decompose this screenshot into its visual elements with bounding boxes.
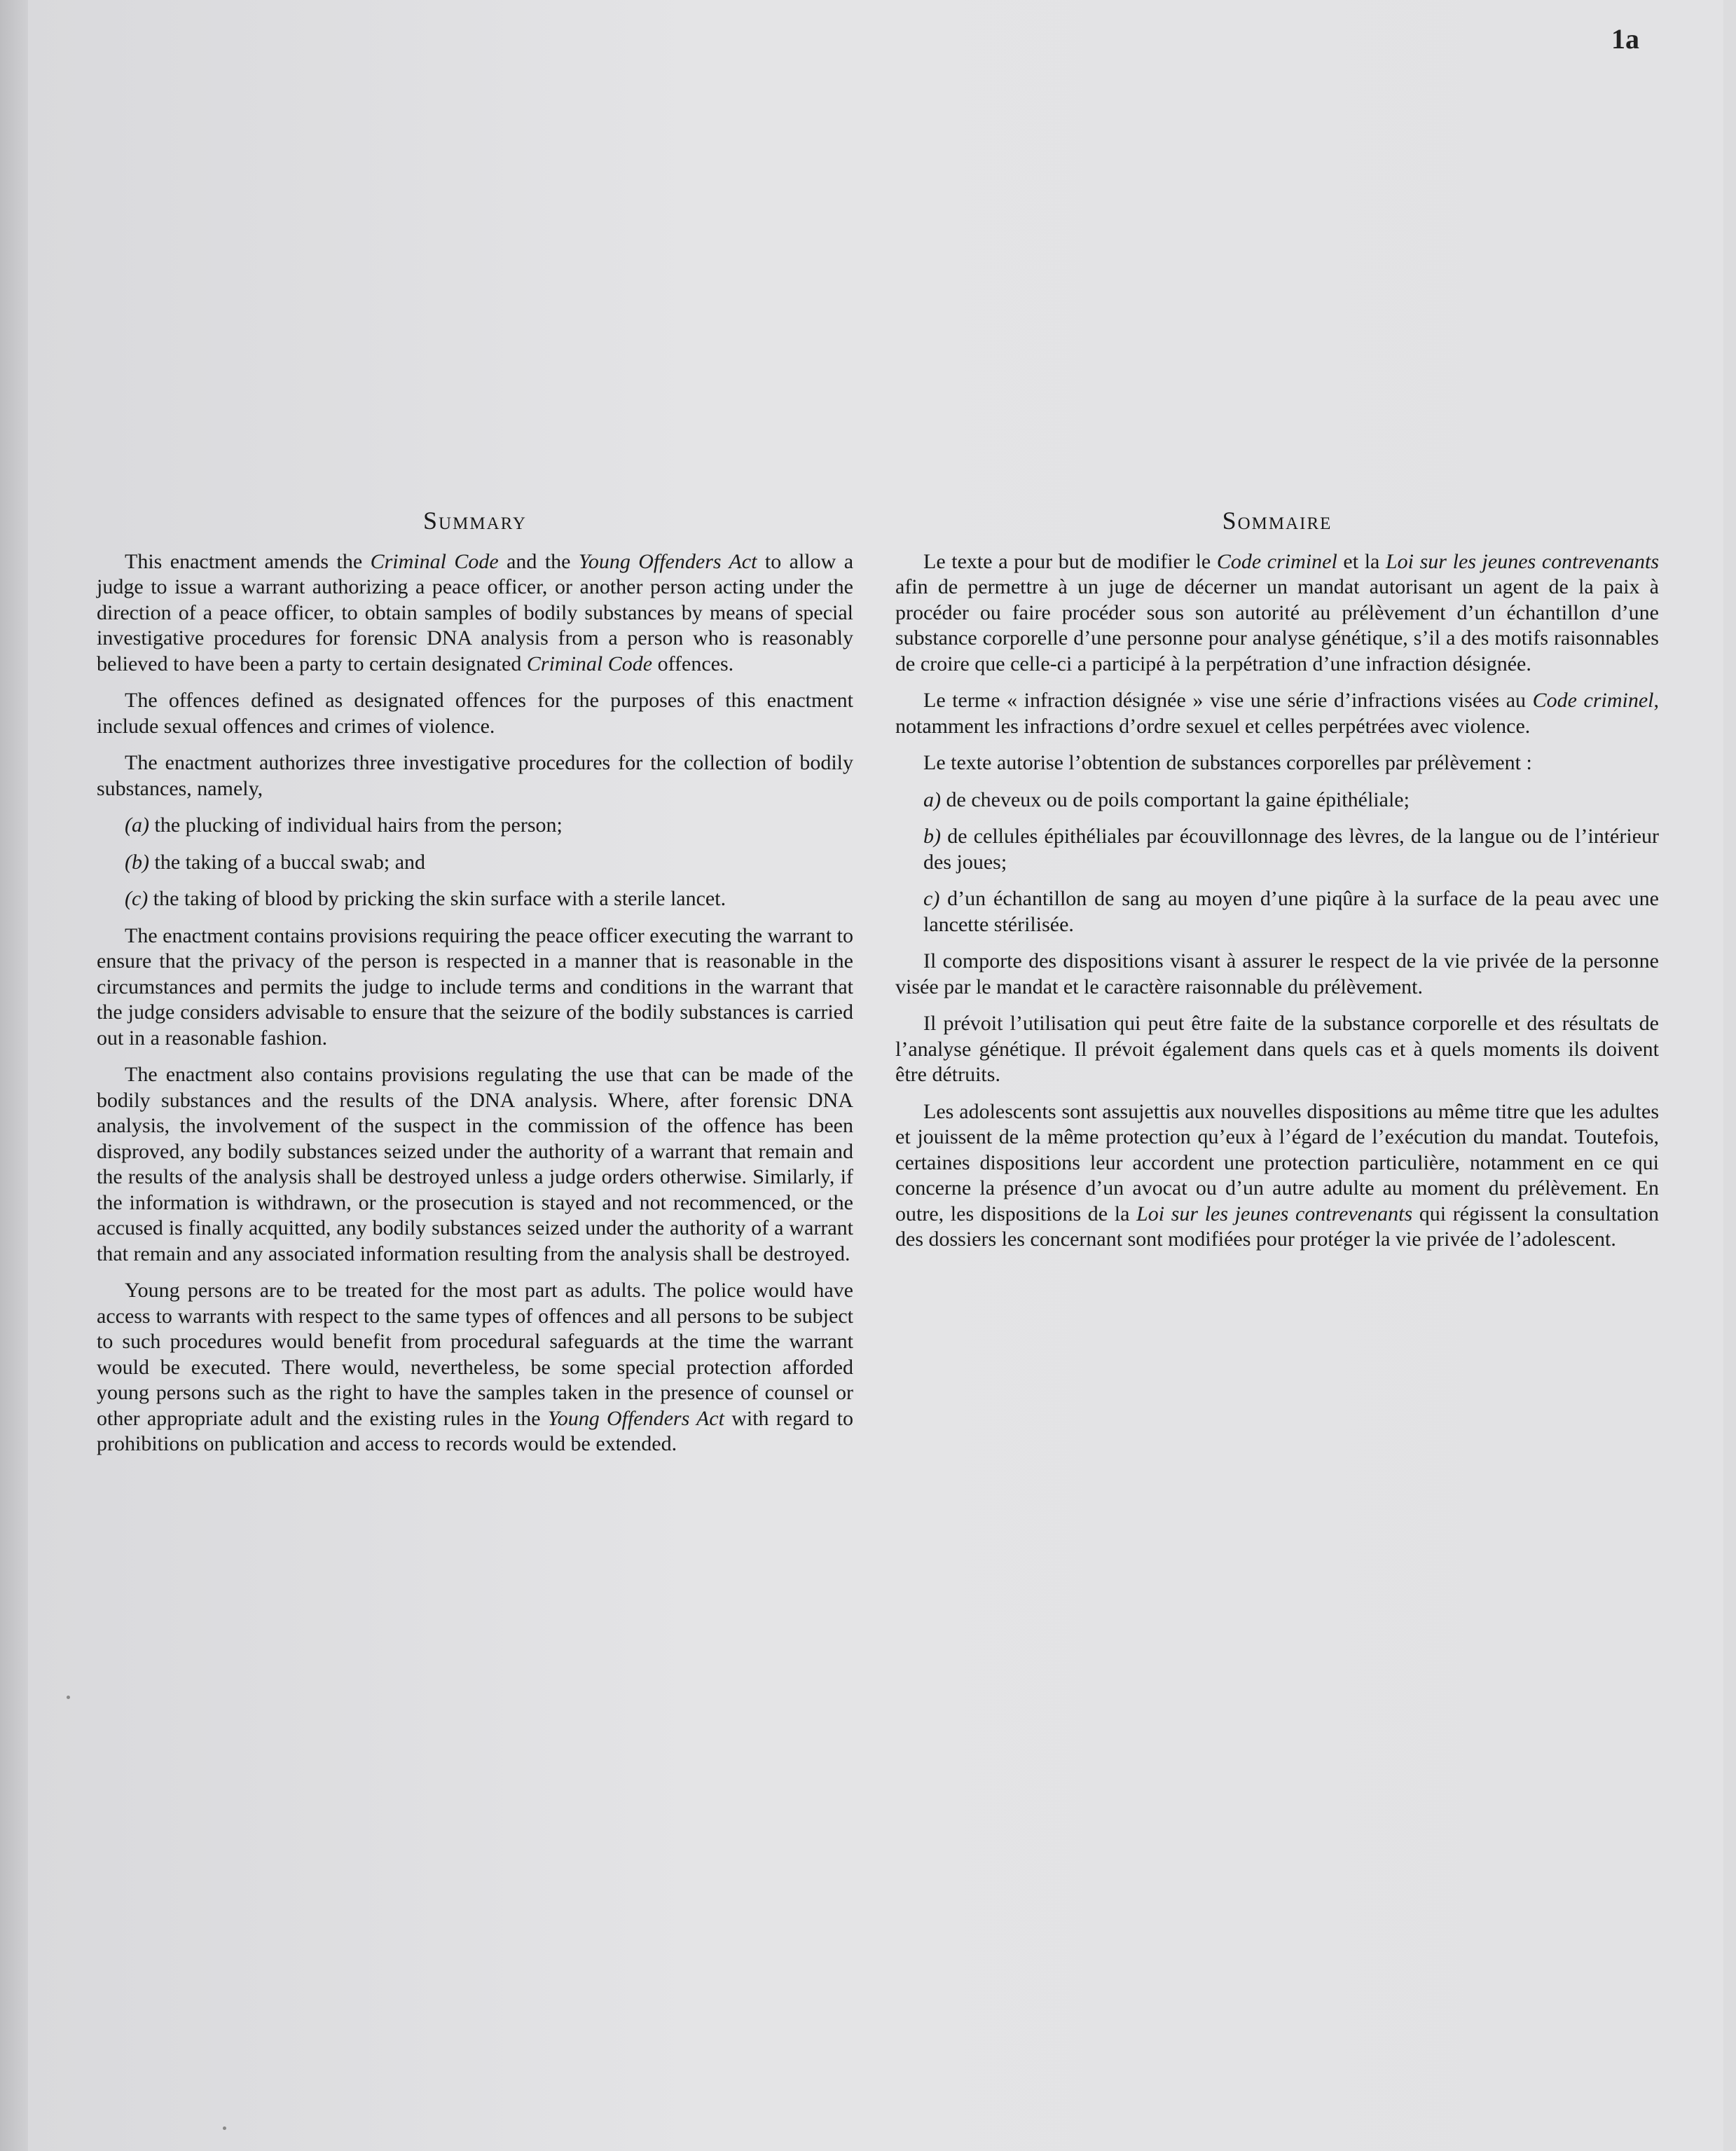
- summary-list-item: (a) the plucking of individual hairs from the person;: [125, 813, 563, 837]
- summary-paragraph-6: Young persons are to be treated for the most part as adults. The police would have access to warrants with respect to the same types of offences and all persons to be subject to such procedures would benefit from procedural safeguards at the time the warrant would be executed. There would, nevertheless, be some special protection afforded young persons such as the right to have the samples taken in the presence of counsel or other appropriate adult and the existing rules in the Young Offenders Act with regard to prohibitions on publication and access to records would be extended.: [97, 1279, 853, 1455]
- sommaire-paragraph-6: Les adolescents sont assujettis aux nouvelles dispositions au même titre que les adultes et jouissent de la même protection qu’eux à l’égard de l’exécution du mandat. Toutefois, certaines dispositions leur accordent une protection particulière, notamment en ce qui concerne la présence d’un avocat ou d’un autre adulte au moment du prélèvement. En outre, les dispositions de la Loi sur les jeunes contrevenants qui régissent la consultation des dossiers les concernant sont modifiées pour protéger la vie privée de l’adolescent.: [895, 1099, 1659, 1251]
- page-number: 1a: [1611, 23, 1639, 55]
- summary-list-item: (c) the taking of blood by pricking the skin surface with a sterile lancet.: [125, 887, 726, 910]
- speck-mark: [67, 1696, 70, 1699]
- sommaire-paragraph-1: Le texte a pour but de modifier le Code criminel et la Loi sur les jeunes contrevenants afin de permettre à un juge de décerner un mandat autorisant un agent de la paix à procéder ou faire procéder sous son autorité au prélèvement d’un échantillon d’une substance corporelle d’une personne pour analyse génétique, s’il a des motifs raisonnables de croire que celle-ci a participé à la perpétration d’une infraction désignée.: [895, 549, 1659, 675]
- summary-column: [97, 508, 853, 1469]
- sommaire-paragraph-4: Il comporte des dispositions visant à assurer le respect de la vie privée de la personne visée par le mandat et le caractère raisonnable du prélèvement.: [895, 949, 1659, 998]
- sommaire-list-item: a) de cheveux ou de poils comportant la gaine épithéliale;: [923, 788, 1410, 811]
- sommaire-heading: Sommaire: [1222, 507, 1332, 535]
- sommaire-column: [895, 508, 1659, 1264]
- sommaire-paragraph-5: Il prévoit l’utilisation qui peut être faite de la substance corporelle et des résultats de l’analyse génétique. Il prévoit également dans quels cas et à quels moments ils doivent être détruits.: [895, 1012, 1659, 1086]
- speck-mark: [223, 2126, 226, 2130]
- page-binding: [0, 0, 28, 2151]
- summary-paragraph-5: The enactment also contains provisions regulating the use that can be made of the bodily substances and the results of the DNA analysis. Where, after forensic DNA analysis, the involvement of the suspect in the commission of the offence has been disproved, any bodily substances seized under the authority of a warrant that remain and the results of the analysis shall be destroyed unless a judge orders otherwise. Similarly, if the information is withdrawn, or the prosecution is stayed and not recommenced, or the accused is finally acquitted, any bodily substances seized under the authority of a warrant that remain and any associated information resulting from the analysis shall be destroyed.: [97, 1063, 853, 1265]
- summary-paragraph-1: This enactment amends the Criminal Code and the Young Offenders Act to allow a judge to issue a warrant authorizing a peace officer, or another person acting under the direction of a peace officer, to obtain samples of bodily substances by means of special investigative procedures for forensic DNA analysis from a person who is reasonably believed to have been a party to certain designated Criminal Code offences.: [97, 549, 854, 675]
- sommaire-paragraph-3: Le texte autorise l’obtention de substances corporelles par prélèvement :: [923, 751, 1532, 774]
- summary-paragraph-3: The enactment authorizes three investigative procedures for the collection of bodily substances, namely,: [97, 751, 853, 800]
- sommaire-list-item: c) d’un échantillon de sang au moyen d’une piqûre à la surface de la peau avec une lancette stérilisée.: [923, 887, 1659, 936]
- summary-heading: Summary: [423, 507, 527, 535]
- sommaire-list-item: b) de cellules épithéliales par écouvillonnage des lèvres, de la langue ou de l’intérieur des joues;: [923, 825, 1659, 874]
- summary-paragraph-4: The enactment contains provisions requiring the peace officer executing the warrant to ensure that the privacy of the person is respected in a manner that is reasonable in the circumstances and permits the judge to include terms and conditions in the warrant that the judge considers advisable to ensure that the seizure of the bodily substances is carried out in a reasonable fashion.: [97, 923, 853, 1050]
- summary-list-item: (b) the taking of a buccal swab; and: [125, 850, 426, 874]
- summary-paragraph-2: The offences defined as designated offences for the purposes of this enactment include sexual offences and crimes of violence.: [97, 689, 853, 738]
- sommaire-paragraph-2: Le terme « infraction désignée » vise une série d’infractions visées au Code criminel, notamment les infractions d’ordre sexuel et celles perpétrées avec violence.: [895, 689, 1660, 738]
